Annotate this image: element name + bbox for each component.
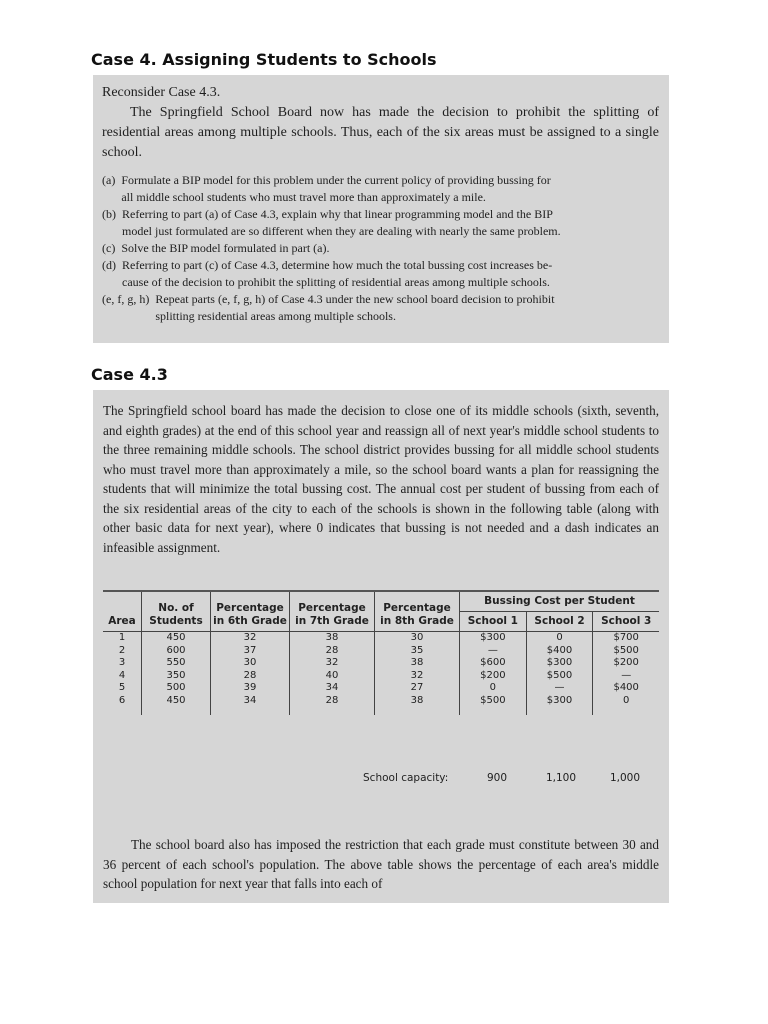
- cell-s1: $500: [460, 695, 527, 716]
- question-label: (d): [102, 258, 116, 272]
- cell-g7: 38: [290, 632, 375, 645]
- col-students: No. of Students: [142, 592, 211, 632]
- table-row: [103, 645, 659, 658]
- cell-g7: 34: [290, 682, 375, 695]
- col-pct8: Percentage in 8th Grade: [375, 592, 460, 632]
- cell-s3: $200: [613, 657, 639, 668]
- cell-s1: $600: [460, 657, 527, 670]
- cell-s3: $500: [613, 644, 639, 656]
- cell-g8: 30: [375, 632, 460, 645]
- cell-g8: 35: [375, 645, 460, 658]
- question-text: all middle school students who must travel more than approximately a mile.: [121, 190, 486, 204]
- cell-s2: 0: [526, 632, 593, 645]
- case-43-title: Case 4.3: [91, 365, 168, 384]
- question-text: cause of the decision to prohibit the splitting of residential areas among multiple schools.: [122, 275, 550, 289]
- cell-students: 350: [142, 670, 211, 683]
- case-4-paragraph: The Springfield School Board now has made the decision to prohibit the splitting of residential areas among multiple schools. Thus, each of the six areas must be assigned to a single school.: [102, 105, 659, 160]
- col-bussing: Bussing Cost per Student: [460, 592, 660, 612]
- question-label: (a): [102, 173, 116, 187]
- cell-s2: $500: [526, 670, 593, 683]
- col-school1: School 1: [460, 612, 527, 632]
- cell-s2: $300: [526, 695, 593, 716]
- question-item: [102, 291, 659, 325]
- cell-g8: 27: [375, 682, 460, 695]
- cell-g6: 30: [211, 657, 290, 670]
- cell-s3: $700: [613, 632, 639, 643]
- question-text: Solve the BIP model formulated in part (a).: [121, 241, 330, 255]
- question-item: [102, 257, 659, 291]
- question-item: [102, 240, 659, 257]
- case-4-title: Case 4. Assigning Students to Schools: [91, 50, 437, 69]
- cell-s1: $200: [460, 670, 527, 683]
- cell-s1: —: [460, 645, 527, 658]
- capacity-school1: 900: [486, 772, 508, 784]
- capacity-label: School capacity:: [363, 772, 449, 784]
- cell-g7: 28: [290, 695, 375, 716]
- cell-area: 6: [103, 695, 142, 716]
- cell-s1: 0: [460, 682, 527, 695]
- col-area: Area: [103, 592, 142, 632]
- question-list: [102, 172, 659, 325]
- cell-s2: —: [526, 682, 593, 695]
- case-43-excerpt: [93, 390, 669, 903]
- table-row: [103, 657, 659, 670]
- cell-s3: $400: [613, 682, 639, 693]
- cell-g8: 38: [375, 695, 460, 716]
- question-text: splitting residential areas among multiple schools.: [155, 309, 396, 323]
- cell-students: 550: [142, 657, 211, 670]
- case-4-excerpt: [93, 75, 669, 343]
- cell-g6: 39: [211, 682, 290, 695]
- cell-g7: 28: [290, 645, 375, 658]
- data-table: [103, 592, 659, 715]
- cell-students: 600: [142, 645, 211, 658]
- cell-g6: 28: [211, 670, 290, 683]
- cell-area: 1: [103, 632, 142, 645]
- question-text: model just formulated are so different when they are dealing with nearly the same problem.: [122, 224, 561, 238]
- table-row: [103, 670, 659, 683]
- cell-s3: —: [621, 669, 632, 681]
- cell-students: 450: [142, 695, 211, 716]
- table-row: [103, 682, 659, 695]
- cell-g8: 38: [375, 657, 460, 670]
- col-school3: School 3: [593, 612, 659, 632]
- cell-g8: 32: [375, 670, 460, 683]
- case-43-paragraph: The Springfield school board has made the decision to close one of its middle schools (sixth, seventh, and eighth grades) at the end of this school year and reassign all of next year's middle school students to the three remaining middle schools. The school district provides bussing for all middle school students who must travel more than approximately a mile, so the school board wants a plan for reassigning the students that will minimize the total bussing cost. The annual cost per student of bussing from each of the six residential areas of the city to each of the schools is shown in the following table (along with other basic data for next year), where 0 indicates that bussing is not needed and a dash indicates an infeasible assignment.: [103, 403, 659, 555]
- table-row: [103, 695, 659, 716]
- school-capacity-row: [363, 772, 659, 784]
- capacity-school3: 1,000: [609, 772, 641, 784]
- col-pct7: Percentage in 7th Grade: [290, 592, 375, 632]
- question-text: Referring to part (a) of Case 4.3, explain why that linear programming model and the BIP: [122, 207, 553, 221]
- question-label: (e, f, g, h): [102, 292, 150, 306]
- cell-area: 5: [103, 682, 142, 695]
- cell-g7: 40: [290, 670, 375, 683]
- table-row: [103, 632, 659, 645]
- question-text: Repeat parts (e, f, g, h) of Case 4.3 under the new school board decision to prohibit: [155, 292, 555, 306]
- question-text: Referring to part (c) of Case 4.3, determine how much the total bussing cost increases be-: [122, 258, 553, 272]
- reconsider-line: Reconsider Case 4.3.: [102, 85, 221, 100]
- question-label: (c): [102, 241, 116, 255]
- cell-g6: 32: [211, 632, 290, 645]
- cell-s2: $300: [526, 657, 593, 670]
- cell-students: 450: [142, 632, 211, 645]
- cell-s2: $400: [526, 645, 593, 658]
- cell-area: 3: [103, 657, 142, 670]
- data-table-wrap: [103, 590, 659, 784]
- cell-s3: 0: [623, 694, 630, 706]
- cell-g6: 37: [211, 645, 290, 658]
- cell-s1: $300: [460, 632, 527, 645]
- restriction-paragraph: The school board also has imposed the restriction that each grade must constitute between 30 and 36 percent of each school's population. The above table shows the percentage of each area's middle school population for next year that falls into each of: [103, 837, 659, 891]
- cell-g7: 32: [290, 657, 375, 670]
- question-text: Formulate a BIP model for this problem under the current policy of providing bussing for: [121, 173, 551, 187]
- cell-area: 4: [103, 670, 142, 683]
- cell-students: 500: [142, 682, 211, 695]
- question-label: (b): [102, 207, 116, 221]
- col-pct6: Percentage in 6th Grade: [211, 592, 290, 632]
- cell-area: 2: [103, 645, 142, 658]
- cell-g6: 34: [211, 695, 290, 716]
- capacity-school2: 1,100: [545, 772, 577, 784]
- question-item: [102, 206, 659, 240]
- question-item: [102, 172, 659, 206]
- col-school2: School 2: [526, 612, 593, 632]
